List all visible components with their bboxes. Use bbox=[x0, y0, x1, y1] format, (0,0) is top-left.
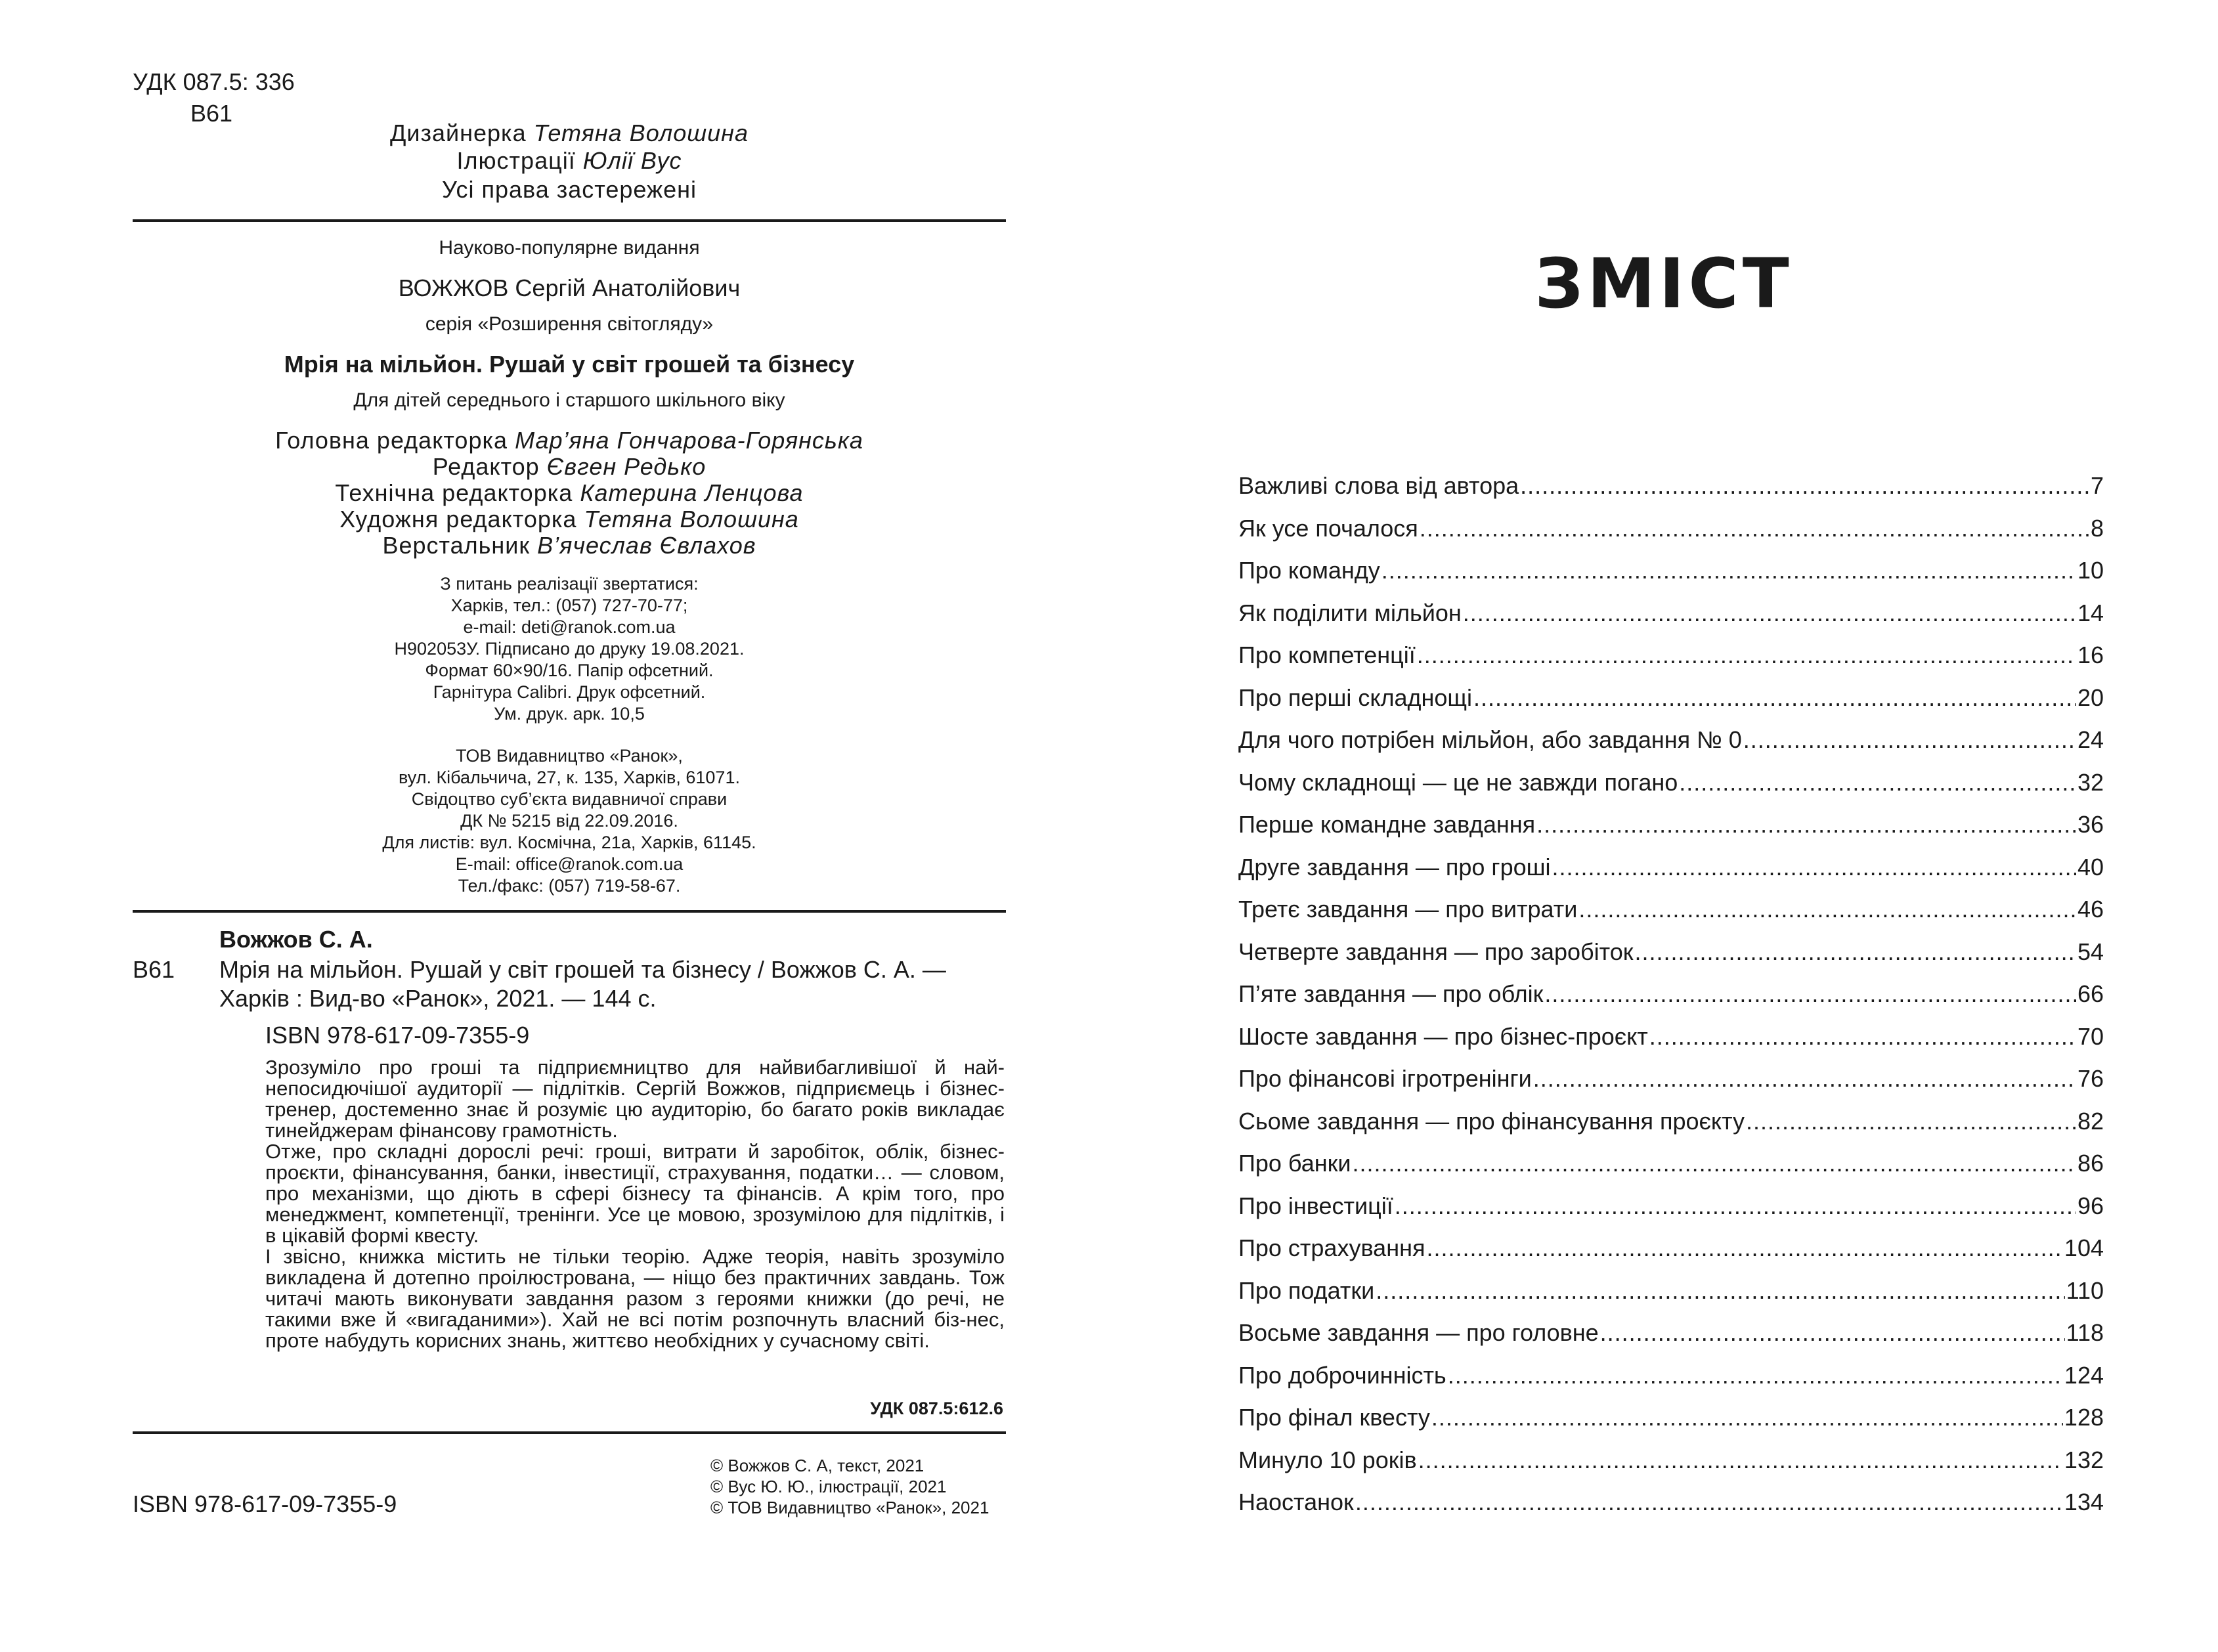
toc-leader bbox=[1355, 1488, 2063, 1517]
toc-entry[interactable] bbox=[1238, 514, 2104, 557]
audience: Для дітей середнього і старшого шкільного віку bbox=[353, 389, 785, 411]
credit-role: Художня редакторка bbox=[339, 506, 577, 533]
edition-type: Науково-популярне видання bbox=[439, 237, 700, 259]
publisher-line: Для листів: вул. Космічна, 21а, Харків, 61145. bbox=[382, 833, 756, 852]
toc-leader bbox=[1417, 641, 2076, 670]
isbn-bottom: ISBN 978-617-09-7355-9 bbox=[133, 1490, 397, 1517]
credit-line bbox=[134, 532, 1005, 559]
toc-entry-title: Про інвестиції bbox=[1238, 1192, 1393, 1219]
credit-role: Редактор bbox=[432, 453, 540, 480]
toc-entry[interactable] bbox=[1238, 1107, 2104, 1150]
imprint-line: Харків, тел.: (057) 727-70-77; bbox=[450, 596, 688, 615]
toc-entry-title: Шосте завдання — про бізнес-проєкт bbox=[1238, 1022, 1648, 1050]
toc-entry[interactable] bbox=[1238, 1361, 2104, 1404]
toc-entry-title: Як усе почалося bbox=[1238, 514, 1418, 542]
toc-entry[interactable] bbox=[1238, 1064, 2104, 1107]
toc-leader bbox=[1426, 1234, 2062, 1263]
credit-role: Технічна редакторка bbox=[335, 479, 573, 506]
toc-entry-page: 32 bbox=[2077, 768, 2104, 796]
author-full-name: ВОЖЖОВ Сергій Анатолійович bbox=[398, 274, 741, 301]
toc-entry[interactable] bbox=[1238, 1022, 2104, 1065]
toc-entry-title: Про перші складнощі bbox=[1238, 684, 1473, 711]
toc-entry-title: Про компетенції bbox=[1238, 641, 1416, 668]
toc-entry[interactable] bbox=[1238, 768, 2104, 811]
toc-entry-page: 14 bbox=[2077, 599, 2104, 626]
toc-entry-page: 118 bbox=[2066, 1319, 2104, 1346]
imprint-line: e-mail: deti@ranok.com.ua bbox=[463, 617, 676, 637]
catalog-desc-line: Мрія на мільйон. Рушай у світ грошей та бізнесу / Вожжов С. А. — bbox=[219, 956, 946, 983]
toc-leader bbox=[1679, 768, 2076, 797]
annotation-paragraph: Зрозуміло про гроші та підприємництво для найвибагливішої й най-непосидючішої аудиторії — підлітків. Сергій Вожжов, підприємець і бізнес-тренер, достеменно знає й розуміє цю аудиторію, бо багато років викладає тинейджерам фінансову грамотність. bbox=[265, 1056, 1005, 1142]
toc-entry-title: Про банки bbox=[1238, 1150, 1351, 1177]
udk-bottom: УДК 087.5:612.6 bbox=[870, 1399, 1003, 1418]
publisher-line: ДК № 5215 від 22.09.2016. bbox=[460, 811, 678, 831]
toc-entry-page: 46 bbox=[2077, 896, 2104, 923]
toc-leader bbox=[1381, 556, 2076, 585]
toc-entry-page: 20 bbox=[2077, 684, 2104, 711]
catalog-isbn: ISBN 978-617-09-7355-9 bbox=[265, 1022, 530, 1049]
toc-entry-title: Восьме завдання — про головне bbox=[1238, 1319, 1599, 1346]
toc-entry[interactable] bbox=[1238, 726, 2104, 768]
toc-entry-page: 76 bbox=[2077, 1065, 2104, 1092]
toc-leader bbox=[1743, 726, 2076, 754]
credit-role: Головна редакторка bbox=[275, 427, 508, 454]
toc-entry-page: 124 bbox=[2064, 1361, 2104, 1389]
toc-entry-title: Чому складнощі — це не завжди погано bbox=[1238, 768, 1678, 796]
toc-entry-title: Наостанок bbox=[1238, 1489, 1354, 1515]
toc-leader bbox=[1536, 810, 2076, 839]
credit-name: Мар’яна Гончарова-Горянська bbox=[515, 427, 863, 454]
toc-entry-title: Для чого потрібен мільйон, або завдання № 0 bbox=[1238, 726, 1742, 753]
toc-entry-title: Про фінал квесту bbox=[1238, 1404, 1430, 1431]
catalog-code: В61 bbox=[133, 956, 175, 983]
illustrations-role: Ілюстрації bbox=[456, 147, 576, 174]
toc-entry-title: Перше командне завдання bbox=[1238, 811, 1536, 838]
designer-role: Дизайнерка bbox=[389, 120, 527, 146]
credit-name: Тетяна Волошина bbox=[584, 506, 799, 533]
toc-entry[interactable] bbox=[1238, 641, 2104, 684]
toc-entry-page: 10 bbox=[2077, 557, 2104, 584]
toc-entry[interactable] bbox=[1238, 1192, 2104, 1234]
toc-entry[interactable] bbox=[1238, 1318, 2104, 1361]
publisher-line: вул. Кібальчича, 27, к. 135, Харків, 61071. bbox=[399, 768, 740, 787]
toc-entry-page: 7 bbox=[2090, 472, 2104, 499]
toc-leader bbox=[1463, 599, 2076, 628]
toc-leader bbox=[1578, 895, 2076, 924]
designer-line bbox=[134, 120, 1005, 147]
imprint-line: Н902053У. Підписано до друку 19.08.2021. bbox=[394, 639, 745, 659]
divider bbox=[133, 910, 1006, 913]
toc-entry-page: 104 bbox=[2064, 1234, 2104, 1261]
udk-top: УДК 087.5: 336 bbox=[133, 68, 295, 95]
toc-leader bbox=[1544, 980, 2076, 1009]
toc-entry-page: 82 bbox=[2077, 1107, 2104, 1135]
toc-entry[interactable] bbox=[1238, 599, 2104, 641]
toc-entry-title: Про страхування bbox=[1238, 1234, 1425, 1261]
credit-line bbox=[134, 479, 1005, 507]
toc-entry-page: 40 bbox=[2077, 853, 2104, 880]
toc-leader bbox=[1473, 684, 2076, 712]
toc-leader bbox=[1635, 938, 2076, 967]
toc-leader bbox=[1533, 1064, 2076, 1093]
toc-leader bbox=[1552, 853, 2076, 882]
credit-line bbox=[134, 506, 1005, 533]
toc-entry[interactable] bbox=[1238, 1446, 2104, 1489]
toc-leader bbox=[1649, 1022, 2076, 1051]
toc-entry[interactable] bbox=[1238, 684, 2104, 726]
toc-entry-title: Минуло 10 років bbox=[1238, 1446, 1417, 1473]
divider bbox=[133, 219, 1006, 222]
toc-entry[interactable] bbox=[1238, 1488, 2104, 1531]
toc-entry-title: Важливі слова від автора bbox=[1238, 472, 1519, 499]
publisher-line: Свідоцтво суб’єкта видавничої справи bbox=[411, 789, 728, 809]
toc-entry-title: Про команду bbox=[1238, 557, 1380, 584]
annotation bbox=[265, 1057, 1005, 1351]
table-of-contents bbox=[1238, 471, 2104, 1531]
toc-leader bbox=[1395, 1192, 2076, 1221]
toc-entry-page: 128 bbox=[2064, 1404, 2104, 1431]
imprint-line: З питань реалізації звертатися: bbox=[440, 574, 699, 594]
toc-entry-title: П’яте завдання — про облік bbox=[1238, 980, 1544, 1007]
bbk-top: В61 bbox=[190, 100, 233, 127]
toc-entry-title: Про доброчинність bbox=[1238, 1361, 1446, 1389]
publisher-line: E-mail: office@ranok.com.ua bbox=[455, 854, 684, 874]
series-name: серія «Розширення світогляду» bbox=[425, 313, 714, 335]
catalog-desc-line: Харків : Вид-во «Ранок», 2021. — 144 с. bbox=[219, 985, 657, 1012]
annotation-paragraph: Отже, про складні дорослі речі: гроші, витрати й заробіток, облік, бізнес-проєкти, фінансування, банки, інвестиції, страхування, податки… — словом, про механізми, що діють в сфері бізнесу та фінансів. А крім того, про менеджмент, компетенції, тренінги. Усе це мовою, зрозумілою для підлітків, і в цікавій формі квесту. bbox=[265, 1140, 1005, 1247]
toc-entry-page: 132 bbox=[2064, 1446, 2104, 1473]
toc-entry-title: Друге завдання — про гроші bbox=[1238, 853, 1551, 880]
imprint-line: Ум. друк. арк. 10,5 bbox=[494, 704, 645, 724]
illustrations-line bbox=[134, 147, 1005, 175]
copyright-line: © ТОВ Видавництво «Ранок», 2021 bbox=[710, 1498, 989, 1517]
copyright-line: © Вус Ю. Ю., ілюстрації, 2021 bbox=[710, 1477, 947, 1496]
contents-title: ЗМІСТ bbox=[1534, 244, 1793, 324]
toc-entry-title: Як поділити мільйон bbox=[1238, 599, 1462, 626]
toc-leader bbox=[1746, 1107, 2076, 1136]
imprint-line: Формат 60×90/16. Папір офсетний. bbox=[425, 661, 714, 680]
publisher-line: Тел./факс: (057) 719-58-67. bbox=[458, 876, 681, 896]
contents-page bbox=[1110, 0, 2218, 1652]
toc-entry-title: Про податки bbox=[1238, 1276, 1375, 1304]
toc-entry[interactable] bbox=[1238, 1234, 2104, 1276]
toc-entry[interactable] bbox=[1238, 1149, 2104, 1192]
copyright-line: © Вожжов С. А, текст, 2021 bbox=[710, 1456, 924, 1475]
credit-line bbox=[134, 453, 1005, 481]
toc-entry[interactable] bbox=[1238, 980, 2104, 1022]
toc-entry-page: 8 bbox=[2090, 514, 2104, 542]
toc-entry-page: 66 bbox=[2077, 980, 2104, 1007]
toc-entry[interactable] bbox=[1238, 810, 2104, 853]
imprint-line: Гарнітура Calibri. Друк офсетний. bbox=[433, 682, 706, 702]
toc-entry-page: 134 bbox=[2064, 1489, 2104, 1515]
toc-entry[interactable] bbox=[1238, 1276, 2104, 1319]
toc-entry[interactable] bbox=[1238, 938, 2104, 980]
designer-name: Тетяна Волошина bbox=[533, 120, 749, 146]
toc-leader bbox=[1431, 1403, 2063, 1432]
rights-line: Усі права застережені bbox=[442, 176, 697, 203]
book-title: Мрія на мільйон. Рушай у світ грошей та бізнесу bbox=[284, 351, 855, 378]
toc-entry-page: 24 bbox=[2077, 726, 2104, 753]
publisher-line: ТОВ Видавництво «Ранок», bbox=[456, 746, 683, 766]
toc-entry[interactable] bbox=[1238, 471, 2104, 514]
illustrations-name: Юлії Вус bbox=[582, 147, 682, 174]
toc-entry[interactable] bbox=[1238, 1403, 2104, 1446]
toc-leader bbox=[1600, 1318, 2065, 1347]
toc-entry[interactable] bbox=[1238, 556, 2104, 599]
toc-entry-page: 54 bbox=[2077, 938, 2104, 965]
toc-entry-title: Сьоме завдання — про фінансування проєкту bbox=[1238, 1107, 1745, 1135]
toc-leader bbox=[1448, 1361, 2063, 1390]
toc-leader bbox=[1420, 514, 2089, 543]
toc-entry-page: 36 bbox=[2077, 811, 2104, 838]
toc-entry-page: 96 bbox=[2077, 1192, 2104, 1219]
toc-entry-title: Третє завдання — про витрати bbox=[1238, 896, 1578, 923]
credit-line bbox=[134, 427, 1005, 454]
toc-leader bbox=[1352, 1149, 2076, 1178]
credit-name: Катерина Ленцова bbox=[580, 479, 804, 506]
credit-role: Верстальник bbox=[382, 532, 531, 559]
toc-entry-page: 86 bbox=[2077, 1150, 2104, 1177]
credit-name: Євген Редько bbox=[546, 453, 707, 480]
toc-leader bbox=[1376, 1276, 2064, 1305]
toc-leader bbox=[1520, 471, 2089, 500]
credit-name: В’ячеслав Євлахов bbox=[537, 532, 756, 559]
toc-entry-page: 110 bbox=[2066, 1276, 2104, 1304]
toc-entry-page: 70 bbox=[2077, 1022, 2104, 1050]
toc-entry[interactable] bbox=[1238, 853, 2104, 896]
toc-entry[interactable] bbox=[1238, 895, 2104, 938]
annotation-paragraph: І звісно, книжка містить не тільки теорію. Адже теорія, навіть зрозуміло викладена й дотепно проілюстрована, — ніщо без практичних завдань. Тож читачі мають виконувати завдання разом з героями книжки (до речі, не такими вже й «вигаданими»). Хай не всі потім розпочнуть власний біз-нес, проте набудуть корисних знань, життєво необхідних у сучасному світі. bbox=[265, 1245, 1005, 1352]
toc-entry-title: Про фінансові ігротренінги bbox=[1238, 1065, 1532, 1092]
catalog-author: Вожжов С. А. bbox=[219, 926, 373, 953]
toc-entry-page: 16 bbox=[2077, 641, 2104, 668]
divider bbox=[133, 1431, 1006, 1434]
toc-leader bbox=[1418, 1446, 2063, 1475]
toc-entry-title: Четверте завдання — про заробіток bbox=[1238, 938, 1634, 965]
